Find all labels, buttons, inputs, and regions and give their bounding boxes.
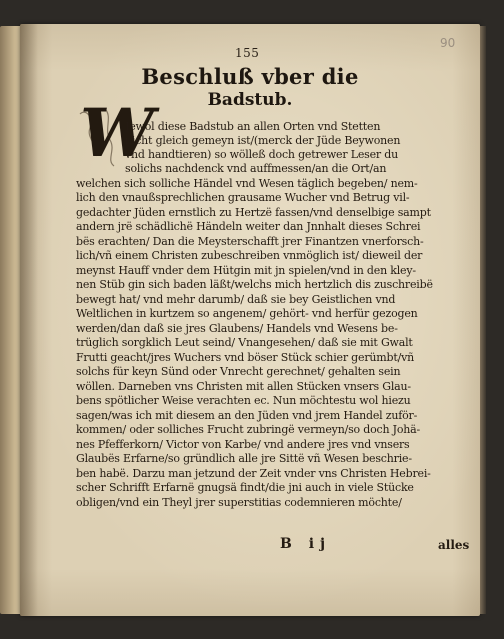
text-line: lich/vñ einem Christen zubeschreiben vnmöglich ist/ dieweil der — [76, 249, 423, 262]
text-line: solichs nachdenck vnd auffmessen/an die Ort/an — [125, 162, 387, 175]
page-number: 155 — [235, 46, 260, 60]
catchword: alles — [438, 538, 470, 552]
text-line: kommen/ oder solliches Frucht zubringë vermeyn/so doch Johä- — [76, 423, 421, 436]
text-line: trüglich sorgklich Leut seind/ Vnangesehen/ daß sie mit Gwalt — [76, 336, 413, 349]
text-line: andern jrë schädlichë Händeln weiter dan Jnnhalt dieses Schrei — [76, 220, 421, 233]
text-line: obligen/vnd ein Theyl jrer superstitias codemnieren möchte/ — [76, 496, 402, 509]
text-line: bës erachten/ Dan die Meysterschafft jrer Finantzen vnerforsch- — [76, 235, 424, 248]
text-line: vnd handtieren) so wölleß doch getrewer Leser du — [125, 148, 398, 161]
text-line: lich den vnaußsprechlichen grausame Wucher vnd Betrug vil- — [76, 191, 410, 204]
signature-mark: B ij — [280, 536, 332, 552]
text-line: Frutti geacht/jres Wuchers vnd böser Stück schier gerümbt/vñ — [76, 351, 414, 364]
text-line: solchs für keyn Sünd oder Vnrecht gerechnet/ gehalten sein — [76, 365, 401, 378]
book-page — [20, 24, 480, 616]
text-line: scher Schrifft Erfarnë gnugsä findt/die jni auch in viele Stücke — [76, 481, 414, 494]
text-line: welchen sich solliche Händel vnd Wesen täglich begeben/ nem- — [76, 177, 418, 190]
page-right-edge — [480, 26, 486, 614]
text-line: Weltlichen in kurtzem so angenem/ gehört- vnd herfür gezogen — [76, 307, 418, 320]
text-line: ben habë. Darzu man jetzund der Zeit vnder vns Christen Hebrei- — [76, 467, 431, 480]
page-gutter-shadow — [20, 24, 38, 616]
text-line: Jewol diese Badstub an allen Orten vnd Stetten — [125, 120, 381, 133]
text-line: nes Pfefferkorn/ Victor von Karbe/ vnd andere jres vnd vnsers — [76, 438, 410, 451]
text-line: werden/dan daß sie jres Glaubens/ Handels vnd Wesens be- — [76, 322, 398, 335]
text-line: gedachter Jüden ernstlich zu Hertzë fassen/vnd denselbige sampt — [76, 206, 431, 219]
text-line: Glaubës Erfarne/so gründlich alle jre Sittë vñ Wesen beschrie- — [76, 452, 412, 465]
text-line: bewegt hat/ vnd mehr darumb/ daß sie bey Geistlichen vnd — [76, 293, 396, 306]
heading-line-2: Badstub. — [207, 90, 293, 110]
heading-line-1: Beschluß vber die — [141, 64, 359, 89]
text-line: bens spötlicher Weise verachten ec. Nun möchtestu wol hiezu — [76, 394, 411, 407]
pencil-annotation: 90 — [440, 36, 456, 50]
initial-letter: W — [80, 94, 155, 172]
text-line: wöllen. Darneben vns Christen mit allen Stücken vnsers Glau- — [76, 380, 411, 393]
text-line: nicht gleich gemeyn ist/(merck der Jüde Beywonen — [125, 134, 401, 147]
text-line: meynst Hauff vnder dem Hütgin mit jn spielen/vnd in den kley- — [76, 264, 416, 277]
text-line: sagen/was ich mit diesem an den Jüden vnd jrem Handel zuför- — [76, 409, 418, 422]
text-line: nen Stüb gin sich baden läßt/welchs mich hertzlich dis zuschreibë — [76, 278, 433, 291]
